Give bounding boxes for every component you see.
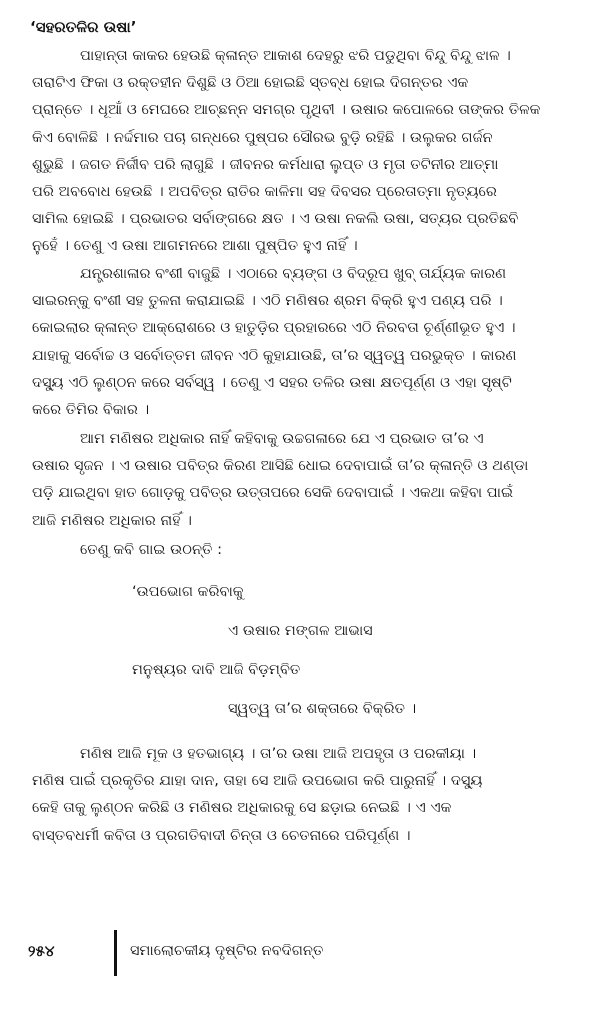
page-footer	[28, 930, 588, 980]
text-line: ଦସ୍ୟୁ ଏଠି ଲୁଣ୍ଠନ କରେ ସର୍ବସ୍ୱ । ତେଣୁ ଏ ସହର ତଳିର ଉଷା କ୍ଷତପୂର୍ଣ୍ଣ ଓ ଏହା ସୃଷ୍ଟି	[32, 373, 512, 391]
text-line: କୋଇଲାର କ୍ଳାନ୍ତ ଆକ୍ରୋଶରେ ଓ ହାତୁଡ଼ିର ପ୍ରହାରରେ ଏଠି ନିରବତା ଚୂର୍ଣ୍ଣୀଭୂତ ହୁଏ ।	[32, 319, 516, 337]
paragraph-3	[32, 425, 572, 534]
text-line: ପରି ଅବବୋଧ ହେଉଛି । ଅପବିତ୍ର ରାତିର କାଳିମା ସହ ଦିବସର ପ୍ରେତାତ୍ମା ନୃତ୍ୟରେ	[32, 182, 497, 200]
verse-line: ସ୍ୱତ୍ୱ ତା’ର ଶକ୍ତାରେ ବିକ୍ରିତ ।	[228, 700, 417, 717]
paragraph-1	[32, 42, 572, 260]
verse-line: ‘ଉପଭୋଗ କରିବାକୁ	[132, 583, 244, 600]
text-line: ତାରାଟିଏ ଫିକା ଓ ରକ୍ତହୀନ ଦିଶୁଛି ଓ ଠିଆ ହୋଇଛି ସ୍ତବ୍ଧ ହୋଇ ଦିଗନ୍ତର ଏକ	[32, 74, 469, 92]
text-line: କେହି ତାକୁ ଲୁଣ୍ଠନ କରିଛି ଓ ମଣିଷର ଅଧିକାରକୁ ସେ ଛଡ଼ାଇ ନେଇଛି । ଏ ଏକ	[32, 799, 452, 817]
page-number: ୨୫୪	[28, 942, 55, 960]
text-line: ସାମିଲ ହୋଇଛି । ପ୍ରଭାତର ସର୍ବାଙ୍ଗରେ କ୍ଷତ । ଏ ଉଷା ନକଲି ଉଷା, ସତ୍ୟର ପ୍ରତିଛବି	[32, 210, 519, 228]
text-line: କରେ ତିମିର ବିକାର ।	[32, 400, 150, 418]
text-line: ଉଷାର ସୃଜନ । ଏ ଉଷାର ପବିତ୍ର କିରଣ ଆସିଛି ଧୋଇ ଦେବାପାଇଁ ତା’ର କ୍ଳାନ୍ତି ଓ ଥଣ୍ଡା	[32, 457, 529, 475]
text-line: ନୁହେଁ । ତେଣୁ ଏ ଉଷା ଆଗମନରେ ଆଶା ପୁଷ୍ପିତ ହୁଏ ନାହିଁ ।	[32, 237, 358, 255]
text-line: ଯାହାକୁ ସର୍ବୋଚ୍ଚ ଓ ସର୍ବୋତ୍ତମ ଜୀବନ ଏଠି କୁହାଯାଉଛି, ତା’ର ସ୍ୱତ୍ୱ ପରଭୁକ୍ତ । କାରଣ	[32, 346, 517, 364]
text-line: ସାଇରନ୍‌କୁ ବଂଶୀ ସହ ତୁଳନା କରାଯାଇଛି । ଏଠି ମଣିଷର ଶ୍ରମ ବିକ୍ରି ହୁଏ ପଣ୍ୟ ପରି ।	[32, 292, 503, 310]
verse-line: ମନୁଷ୍ୟର ଦାବି ଆଜି ବିଡ଼ମ୍ବିତ	[132, 661, 301, 678]
text-line: ମଣିଷ ପାଇଁ ପ୍ରକୃତିର ଯାହା ଦାନ, ତାହା ସେ ଆଜି ଉପଭୋଗ କରି ପାରୁନାହିଁ । ଦସ୍ୟୁ	[32, 772, 483, 790]
text-line: ମଣିଷ ଆଜି ମୂକ ଓ ହତଭାଗ୍ୟ । ତା’ର ଉଷା ଆଜି ଅପହୃତା ଓ ପରକୀୟା ।	[80, 745, 477, 762]
text-line: ଆଜି ମଣିଷର ଅଧିକାର ନାହିଁ ।	[32, 511, 192, 529]
paragraph-4	[32, 740, 572, 849]
text-line: ପାହାନ୍ତା କାକର ହେଉଛି କ୍ଳାନ୍ତ ଆକାଶ ଦେହରୁ ଝରି ପଡୁଥିବା ବିନ୍ଦୁ ବିନ୍ଦୁ ଝାଳ ।	[80, 47, 511, 64]
text-line: ଯନ୍ତ୍ରଶାଳାର ବଂଶୀ ବାଜୁଛି । ଏଠାରେ ବ୍ୟଙ୍ଗ ଓ ବିଦ୍ରୂପ ଖୁବ୍ ତାର୍ଯ୍ୟକ କାରଣ	[80, 265, 507, 282]
text-line: କିଏ ବୋଳିଛି । ନର୍ଦ୍ଦମାର ପଚା ଗନ୍ଧରେ ପୁଷ୍ପର ସୌରଭ ବୁଡ଼ି ରହିଛି । ଉଲୁକର ଗର୍ଜନ	[32, 128, 493, 146]
text-line: ଆମ ମଣିଷର ଅଧିକାର ନାହିଁ କହିବାକୁ ଉଚ୍ଚଗଳାରେ ଯେ ଏ ପ୍ରଭାତ ତା’ର ଏ	[80, 430, 484, 447]
paragraph-2	[32, 260, 572, 423]
text-line: ତେଣୁ କବି ଗାଇ ଉଠନ୍ତି :	[80, 541, 222, 558]
section-heading: ‘ସହରତଳିର ଉଷା’	[30, 18, 137, 36]
text-line: ପଡ଼ି ଯାଇଥିବା ହାତ ଗୋଡ଼କୁ ପବିତ୍ର ଉତ୍ତାପରେ ସେକି ଦେବାପାଇଁ । ଏକଥା କହିବା ପାଇଁ	[32, 484, 514, 502]
text-line: ଶୁଭୁଛି । ଜଗତ ନିର୍ଜୀବ ପରି ଲାଗୁଛି । ଜୀବନର କର୍ମଧାରା ଲୁପ୍ତ ଓ ମୃତା ତଟିନୀର ଆତ୍ମା	[32, 155, 499, 173]
text-line: ବାସ୍ତବଧର୍ମୀ କବିତା ଓ ପ୍ରଗତିବାଦୀ ଚିନ୍ତା ଓ ଚେତନାରେ ପରିପୂର୍ଣ୍ଣ ।	[32, 826, 411, 844]
text-line: ପ୍ରାନ୍ତେ । ଧୂଆଁ ଓ ମେଘରେ ଆଚ୍ଛନ୍ନ ସମଗ୍ର ପୃଥିବୀ । ଉଷାର କପୋଳରେ ତାଙ୍କର ତିଳକ	[32, 101, 541, 119]
footer-divider	[114, 930, 117, 976]
running-title: ସମାଲୋଚକୀୟ ଦୃଷ୍ଟିର ନବଦିଗନ୍ତ	[130, 942, 324, 959]
verse-intro	[32, 536, 572, 563]
verse-line: ଏ ଉଷାର ମଙ୍ଗଳ ଆଭାସ	[228, 622, 373, 639]
